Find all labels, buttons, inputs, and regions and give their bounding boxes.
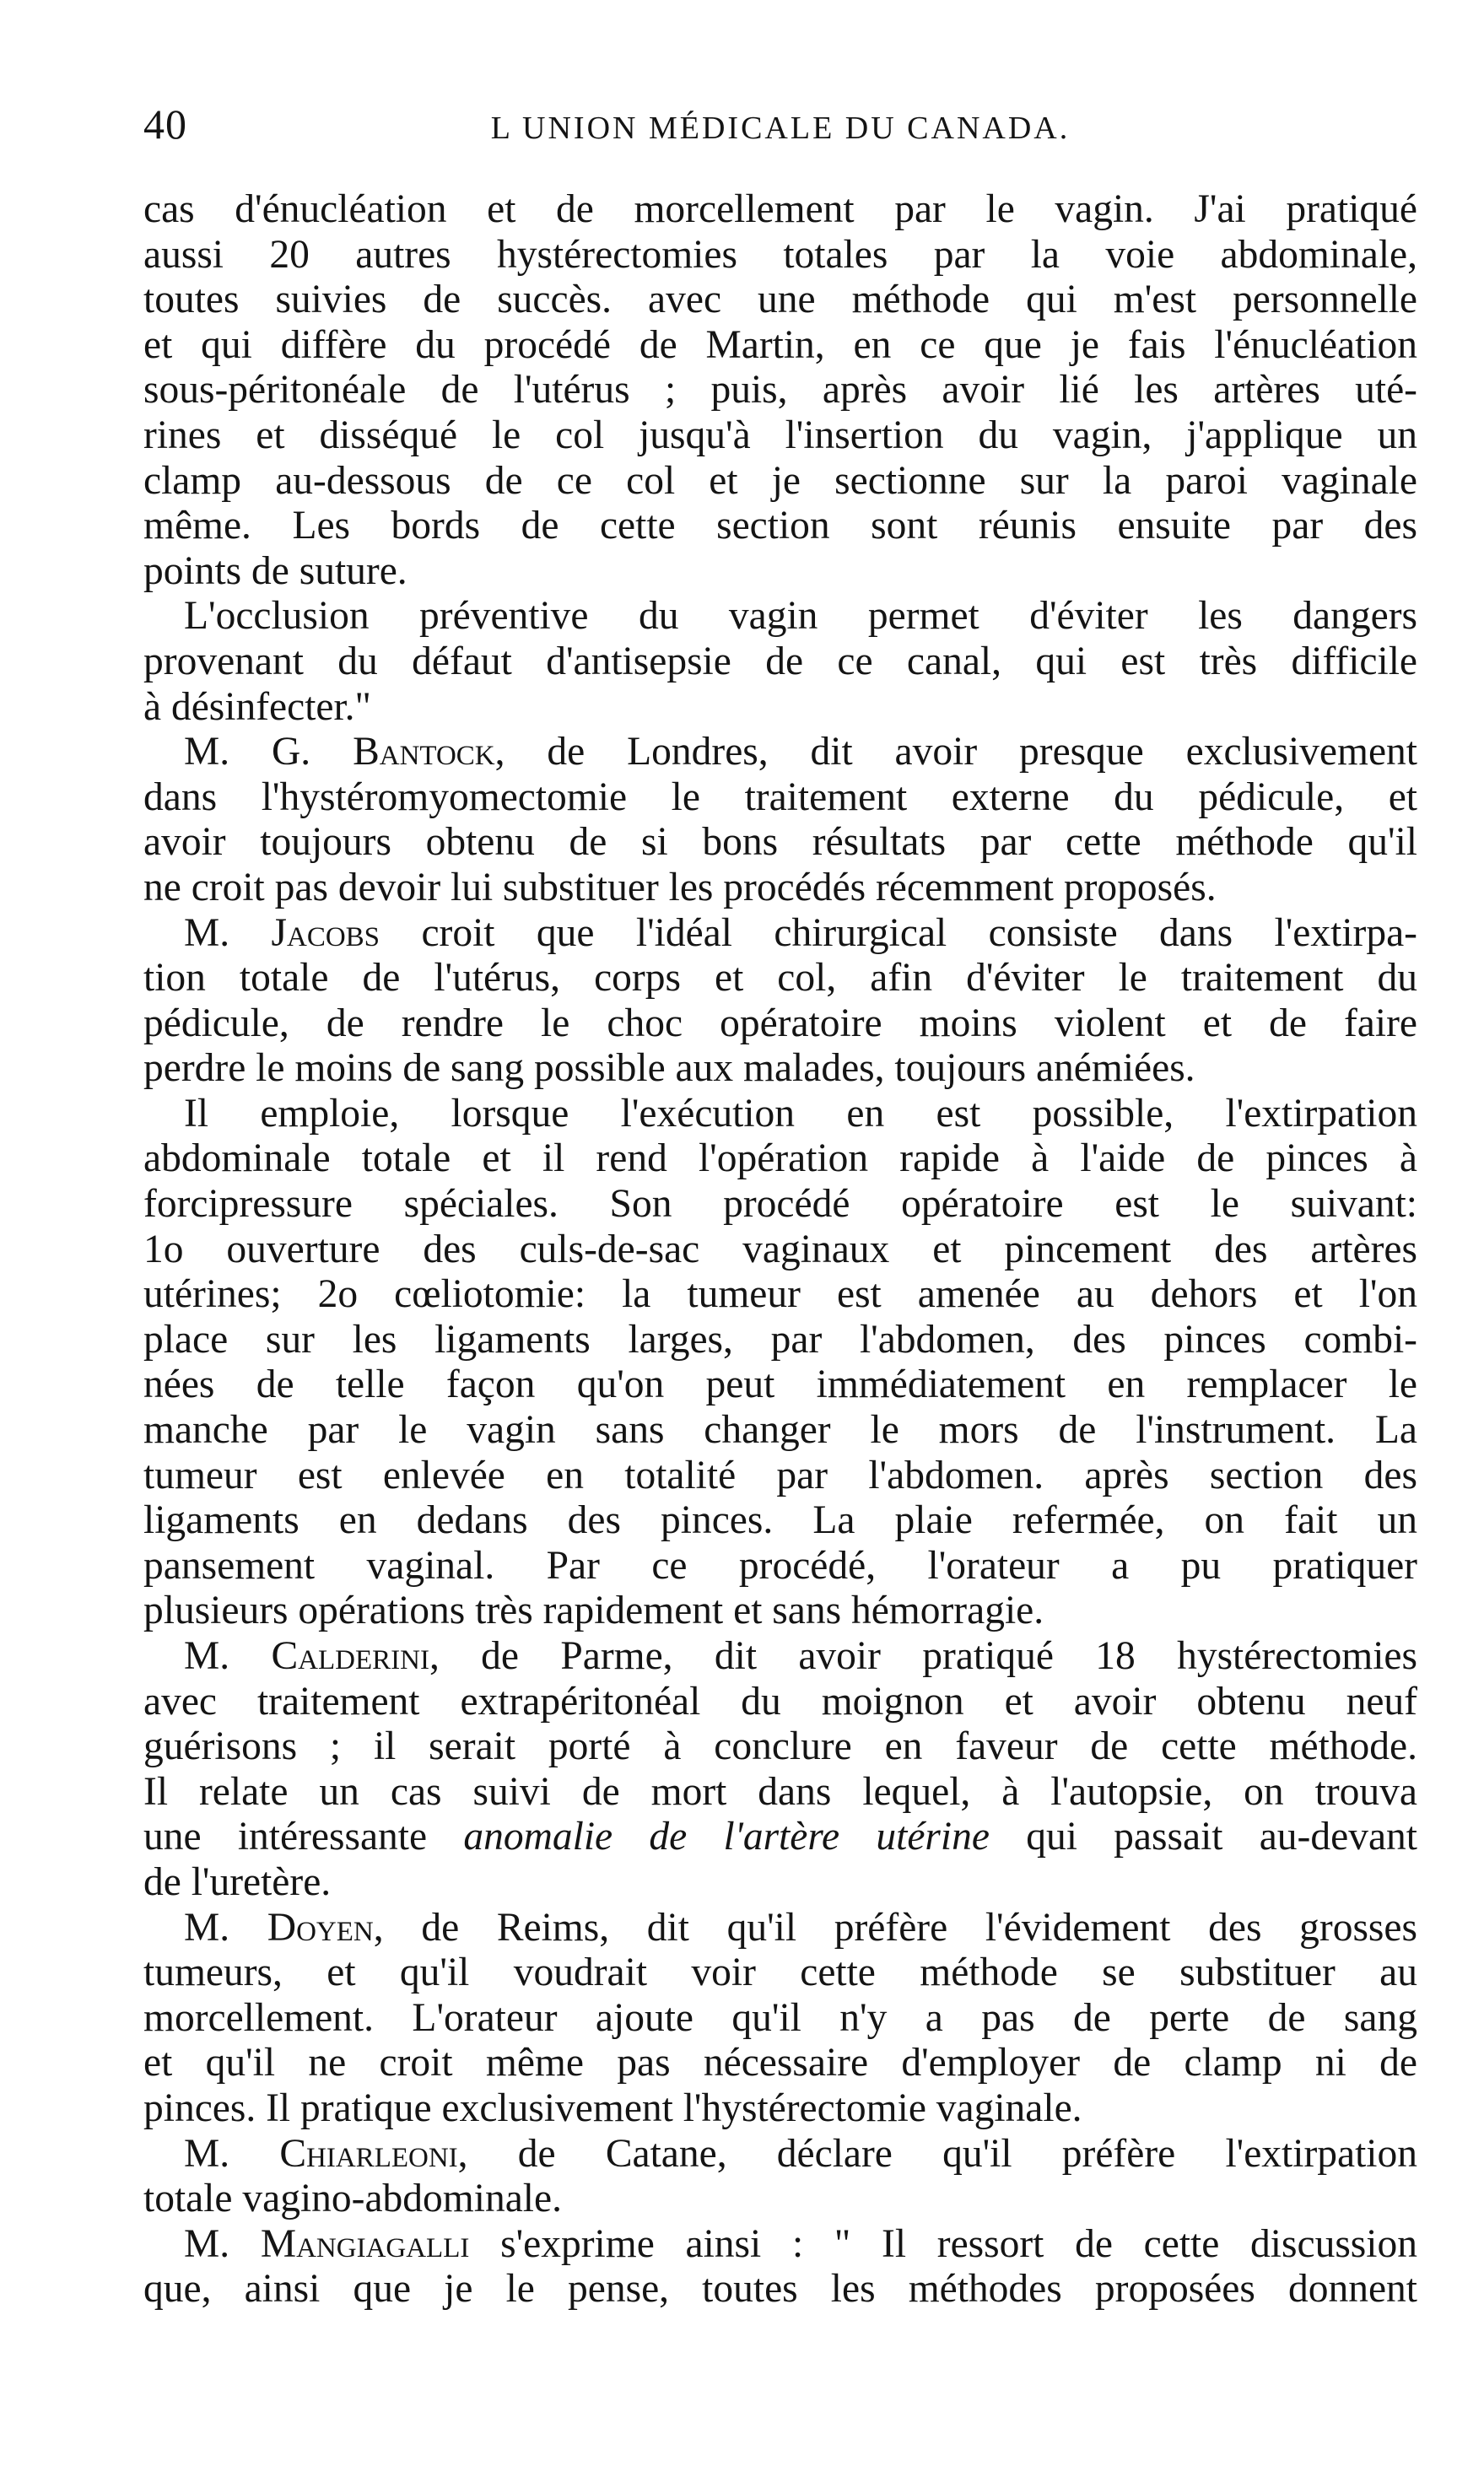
text-segment: clamp au-dessous de ce col et je sectionne sur la paroi vaginale: [143, 458, 1417, 503]
text-segment: qui passait au-devant: [989, 1815, 1417, 1859]
text-segment: , de Catane, déclare qu'il préfère l'extirpation: [457, 2131, 1417, 2176]
text-line: [143, 549, 1417, 595]
text-line: [143, 1724, 1417, 1770]
page-number: 40: [143, 100, 187, 148]
text-line: [143, 1001, 1417, 1047]
text-line: [143, 1454, 1417, 1499]
text-line: [143, 2222, 1417, 2268]
text-segment: s'exprime ainsi : " Il ressort de cette discussion: [469, 2221, 1417, 2266]
text-segment: tion totale de l'utérus, corps et col, afin d'éviter le traitement du: [143, 956, 1417, 1001]
speaker-name: Chiarleoni: [279, 2131, 458, 2176]
text-line: [143, 1498, 1417, 1544]
text-segment: Il emploie, lorsque l'exécution en est possible, l'extirpation: [184, 1091, 1417, 1136]
text-segment: M.: [184, 1634, 272, 1678]
text-segment: à désinfecter.": [143, 684, 371, 729]
text-segment: M.: [184, 910, 272, 955]
running-title: L UNION MÉDICALE DU CANADA.: [490, 111, 1071, 146]
text-line: [143, 1408, 1417, 1454]
text-line: [143, 1228, 1417, 1273]
text-segment: sous-péritonéale de l'utérus ; puis, après avoir lié les artères uté-: [143, 368, 1417, 413]
text-segment: dans l'hystéromyomectomie le traitement externe du pédicule, et: [143, 774, 1417, 819]
text-segment: toutes suivies de succès. avec une méthode qui m'est personnelle: [143, 278, 1417, 322]
text-segment: morcellement. L'orateur ajoute qu'il n'y a pas de perte de sang: [143, 1995, 1417, 2040]
text-segment: forcipressure spéciales. Son procédé opératoire est le suivant:: [143, 1182, 1417, 1227]
text-line: [143, 1136, 1417, 1182]
text-line: [143, 459, 1417, 504]
text-line: [143, 730, 1417, 775]
italic-phrase: anomalie de l'artère utérine: [463, 1815, 990, 1859]
text-segment: rines et disséqué le col jusqu'à l'insertion du vagin, j'applique un: [143, 413, 1417, 457]
text-segment: abdominale totale et il rend l'opération rapide à l'aide de pinces à: [143, 1136, 1417, 1181]
text-line: [143, 413, 1417, 459]
body-text: [143, 187, 1417, 2312]
text-segment: perdre le moins de sang possible aux malades, toujours anémiées.: [143, 1046, 1195, 1091]
text-line: [143, 1634, 1417, 1680]
text-segment: points de suture.: [143, 548, 407, 593]
text-line: [143, 1996, 1417, 2042]
text-line: [143, 2267, 1417, 2312]
text-segment: , de Londres, dit avoir presque exclusivement: [494, 730, 1417, 774]
text-line: [143, 368, 1417, 413]
text-line: [143, 1589, 1417, 1634]
text-line: [143, 2086, 1417, 2132]
text-line: [143, 1860, 1417, 1906]
speaker-name: Jacobs: [271, 910, 380, 955]
text-line: [143, 504, 1417, 549]
text-segment: que, ainsi que je le pense, toutes les méthodes proposées donnent: [143, 2267, 1417, 2312]
text-line: [143, 1046, 1417, 1092]
text-segment: une intéressante: [143, 1815, 464, 1859]
text-segment: provenant du défaut d'antisepsie de ce canal, qui est très difficile: [143, 639, 1417, 683]
text-segment: ligaments en dedans des pinces. La plaie refermée, on fait un: [143, 1498, 1417, 1543]
text-segment: nées de telle façon qu'on peut immédiatement en remplacer le: [143, 1362, 1417, 1407]
text-segment: ne croit pas devoir lui substituer les procédés récemment proposés.: [143, 865, 1217, 909]
text-line: [143, 639, 1417, 685]
text-segment: Il relate un cas suivi de mort dans lequel, à l'autopsie, on trouva: [143, 1769, 1417, 1814]
text-line: [143, 1815, 1417, 1860]
text-segment: L'occlusion préventive du vagin permet d'éviter les dangers: [184, 594, 1417, 639]
text-segment: de l'uretère.: [143, 1859, 332, 1904]
text-segment: et qui diffère du procédé de Martin, en ce que je fais l'énucléation: [143, 322, 1417, 367]
text-segment: M. G.: [184, 730, 353, 774]
text-line: [143, 1182, 1417, 1228]
text-segment: avec traitement extrapéritonéal du moignon et avoir obtenu neuf: [143, 1679, 1417, 1724]
text-line: [143, 187, 1417, 233]
text-segment: M.: [184, 1905, 267, 1950]
text-segment: 1o ouverture des culs-de-sac vaginaux et pincement des artères: [143, 1227, 1417, 1271]
text-line: [143, 956, 1417, 1001]
text-segment: , de Parme, dit avoir pratiqué 18 hystérectomies: [429, 1634, 1417, 1678]
text-segment: cas d'énucléation et de morcellement par le vagin. J'ai pratiqué: [143, 187, 1417, 231]
text-line: [143, 594, 1417, 639]
text-segment: pinces. Il pratique exclusivement l'hystérectomie vaginale.: [143, 2085, 1082, 2130]
text-segment: avoir toujours obtenu de si bons résultats par cette méthode qu'il: [143, 820, 1417, 865]
text-line: [143, 1906, 1417, 1951]
text-line: [143, 1092, 1417, 1137]
text-segment: guérisons ; il serait porté à conclure en faveur de cette méthode.: [143, 1724, 1417, 1769]
text-segment: aussi 20 autres hystérectomies totales par la voie abdominale,: [143, 232, 1417, 277]
text-segment: M.: [184, 2131, 280, 2176]
text-segment: manche par le vagin sans changer le mors de l'instrument. La: [143, 1408, 1417, 1453]
text-segment: place sur les ligaments larges, par l'abdomen, des pinces combi-: [143, 1317, 1417, 1362]
text-line: [143, 1272, 1417, 1318]
text-line: [143, 323, 1417, 369]
text-line: [143, 775, 1417, 821]
text-line: [143, 233, 1417, 278]
text-line: [143, 2132, 1417, 2177]
text-line: [143, 1318, 1417, 1363]
speaker-name: Mangiagalli: [260, 2221, 470, 2266]
speaker-name: Doyen: [267, 1905, 374, 1950]
text-line: [143, 1362, 1417, 1408]
text-segment: totale vagino-abdominale.: [143, 2177, 562, 2221]
text-line: [143, 278, 1417, 323]
text-line: [143, 820, 1417, 866]
text-segment: même. Les bords de cette section sont réunis ensuite par des: [143, 504, 1417, 548]
text-segment: M.: [184, 2221, 261, 2266]
text-line: [143, 1680, 1417, 1725]
text-segment: plusieurs opérations très rapidement et sans hémorragie.: [143, 1589, 1044, 1633]
text-segment: tumeurs, et qu'il voudrait voir cette méthode se substituer au: [143, 1951, 1417, 1995]
text-segment: pansement vaginal. Par ce procédé, l'orateur a pu pratiquer: [143, 1543, 1417, 1588]
text-segment: et qu'il ne croit même pas nécessaire d'employer de clamp ni de: [143, 2041, 1417, 2085]
page-header: [143, 100, 1417, 159]
text-segment: pédicule, de rendre le choc opératoire moins violent et de faire: [143, 1001, 1417, 1045]
text-line: [143, 1951, 1417, 1996]
text-segment: utérines; 2o cœliotomie: la tumeur est amenée au dehors et l'on: [143, 1272, 1417, 1317]
text-line: [143, 1544, 1417, 1589]
text-segment: croit que l'idéal chirurgical consiste dans l'extirpa-: [380, 910, 1417, 955]
text-line: [143, 2041, 1417, 2086]
text-line: [143, 866, 1417, 911]
speaker-name: Bantock: [353, 730, 495, 774]
text-line: [143, 685, 1417, 731]
speaker-name: Calderini: [271, 1634, 429, 1678]
text-line: [143, 2177, 1417, 2222]
text-segment: , de Reims, dit qu'il préfère l'évidement des grosses: [373, 1905, 1417, 1950]
text-line: [143, 911, 1417, 957]
text-segment: tumeur est enlevée en totalité par l'abdomen. après section des: [143, 1453, 1417, 1497]
text-line: [143, 1770, 1417, 1816]
